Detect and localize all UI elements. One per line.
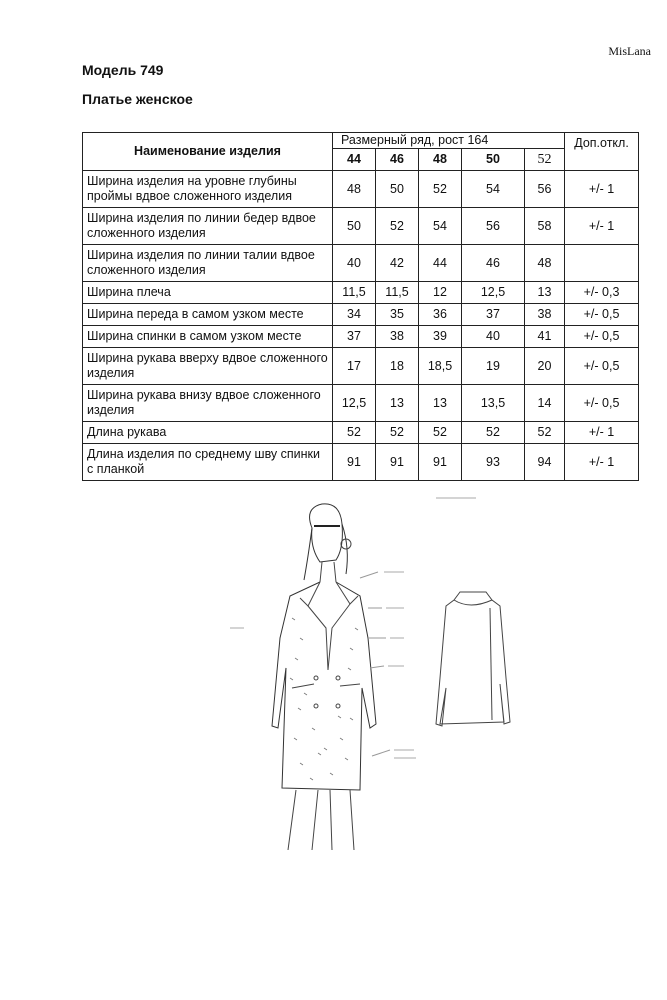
size-value: 42 — [376, 245, 419, 282]
size-value: 11,5 — [376, 282, 419, 304]
size-value: 52 — [376, 422, 419, 444]
tolerance-value: +/- 0,5 — [565, 326, 639, 348]
parameter-name: Ширина плеча — [83, 282, 333, 304]
size-value: 13 — [525, 282, 565, 304]
tolerance-value: +/- 0,5 — [565, 348, 639, 385]
size-value: 91 — [376, 444, 419, 481]
parameter-name: Длина рукава — [83, 422, 333, 444]
size-value: 91 — [419, 444, 462, 481]
size-value: 37 — [462, 304, 525, 326]
size-value: 52 — [333, 422, 376, 444]
parameter-name: Ширина изделия на уровне глубины проймы вдвое сложенного изделия — [83, 171, 333, 208]
size-value: 18,5 — [419, 348, 462, 385]
header-size-range: Размерный ряд, рост 164 — [333, 133, 565, 149]
size-value: 91 — [333, 444, 376, 481]
size-value: 35 — [376, 304, 419, 326]
size-header: 44 — [333, 149, 376, 171]
tolerance-value — [565, 245, 639, 282]
size-value: 56 — [462, 208, 525, 245]
parameter-name: Ширина рукава внизу вдвое сложенного изделия — [83, 385, 333, 422]
size-value: 54 — [462, 171, 525, 208]
size-value: 19 — [462, 348, 525, 385]
size-value: 20 — [525, 348, 565, 385]
size-value: 46 — [462, 245, 525, 282]
size-value: 34 — [333, 304, 376, 326]
size-value: 14 — [525, 385, 565, 422]
table-row — [83, 348, 639, 385]
table-row — [83, 282, 639, 304]
size-value: 12,5 — [462, 282, 525, 304]
tolerance-value: +/- 0,5 — [565, 385, 639, 422]
header-product-name: Наименование изделия — [83, 133, 333, 171]
size-header: 48 — [419, 149, 462, 171]
back-view-sketch — [436, 498, 510, 726]
table-row — [83, 208, 639, 245]
size-value: 40 — [333, 245, 376, 282]
size-value: 38 — [525, 304, 565, 326]
tolerance-value: +/- 0,5 — [565, 304, 639, 326]
size-value: 52 — [525, 422, 565, 444]
size-value: 36 — [419, 304, 462, 326]
tolerance-value: +/- 1 — [565, 208, 639, 245]
size-value: 52 — [376, 208, 419, 245]
size-value: 37 — [333, 326, 376, 348]
size-value: 12,5 — [333, 385, 376, 422]
size-value: 38 — [376, 326, 419, 348]
parameter-name: Ширина переда в самом узком месте — [83, 304, 333, 326]
table-row — [83, 304, 639, 326]
size-value: 93 — [462, 444, 525, 481]
size-value: 40 — [462, 326, 525, 348]
parameter-name: Ширина рукава вверху вдвое сложенного изделия — [83, 348, 333, 385]
size-value: 13,5 — [462, 385, 525, 422]
table-row — [83, 326, 639, 348]
size-value: 13 — [419, 385, 462, 422]
size-value: 39 — [419, 326, 462, 348]
size-value: 48 — [525, 245, 565, 282]
tolerance-value: +/- 1 — [565, 444, 639, 481]
product-title: Платье женское — [82, 91, 193, 107]
table-row — [83, 385, 639, 422]
parameter-name: Ширина изделия по линии бедер вдвое сложенного изделия — [83, 208, 333, 245]
front-figure-sketch — [230, 504, 416, 850]
size-value: 52 — [419, 422, 462, 444]
size-value: 48 — [333, 171, 376, 208]
size-header: 50 — [462, 149, 525, 171]
parameter-name: Ширина спинки в самом узком месте — [83, 326, 333, 348]
brand-name: MisLana — [608, 44, 651, 58]
table-row — [83, 171, 639, 208]
size-value: 58 — [525, 208, 565, 245]
size-value: 13 — [376, 385, 419, 422]
size-value: 41 — [525, 326, 565, 348]
garment-sketch — [200, 488, 520, 850]
model-number: Модель 749 — [82, 62, 164, 78]
table-row — [83, 245, 639, 282]
table-row — [83, 422, 639, 444]
size-value: 18 — [376, 348, 419, 385]
tolerance-value: +/- 1 — [565, 171, 639, 208]
size-header: 46 — [376, 149, 419, 171]
size-value: 56 — [525, 171, 565, 208]
size-value: 94 — [525, 444, 565, 481]
tolerance-value: +/- 0,3 — [565, 282, 639, 304]
tolerance-value: +/- 1 — [565, 422, 639, 444]
size-value: 11,5 — [333, 282, 376, 304]
size-value: 44 — [419, 245, 462, 282]
header-deviation: Доп.откл. — [565, 133, 639, 171]
size-value: 17 — [333, 348, 376, 385]
size-value: 50 — [376, 171, 419, 208]
size-header: 52 — [525, 149, 565, 171]
size-value: 12 — [419, 282, 462, 304]
parameter-name: Ширина изделия по линии талии вдвое сложенного изделия — [83, 245, 333, 282]
size-value: 54 — [419, 208, 462, 245]
size-value: 50 — [333, 208, 376, 245]
parameter-name: Длина изделия по среднему шву спинки с планкой — [83, 444, 333, 481]
size-value: 52 — [419, 171, 462, 208]
size-chart-table — [82, 132, 639, 481]
size-value: 52 — [462, 422, 525, 444]
table-row — [83, 444, 639, 481]
